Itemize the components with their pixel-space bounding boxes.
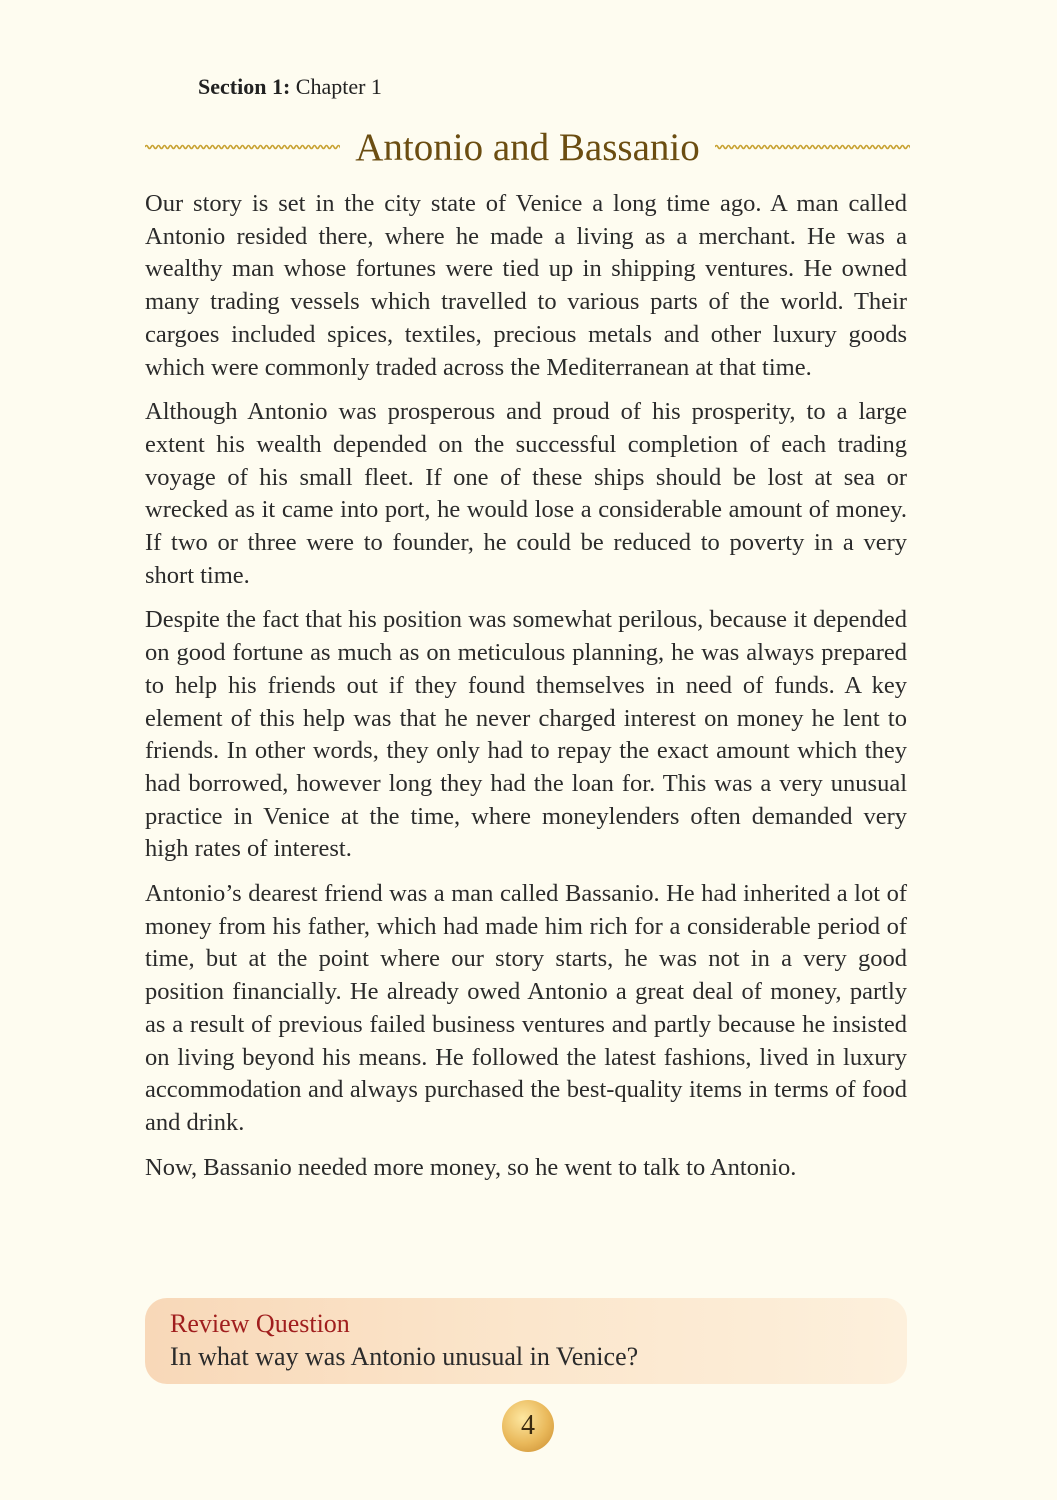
paragraph: Despite the fact that his position was somewhat perilous, because it depended on good fortune as much as on meticulous planning, he was always prepared to help his friends out if they found themselves in need of funds. A key element of this help was that he never charged interest on money he lent to friends. In other words, they only had to repay the exact amount which they had borrowed, however long they had the loan for. This was a very unusual practice in Venice at the time, where moneylenders often demanded very high rates of interest.: [145, 606, 907, 863]
review-question-box: [145, 1298, 907, 1384]
paragraph: Although Antonio was prosperous and proud of his prosperity, to a large extent his wealth depended on the successful completion of each trading voyage of his small fleet. If one of these ships should be lost at sea or wrecked as it came into port, he would lose a considerable amount of money. If two or three were to founder, he could be reduced to poverty in a very short time.: [145, 398, 907, 589]
paragraph: Antonio’s dearest friend was a man called Bassanio. He had inherited a lot of money from his father, which had made him rich for a considerable period of time, but at the point where our story starts, he was not in a very good position financially. He already owed Antonio a great deal of money, partly as a result of previous failed business ventures and partly because he insisted on living beyond his means. He followed the latest fashions, lived in luxury accommodation and always purchased the best-quality items in terms of food and drink.: [145, 880, 907, 1136]
left-wave-ornament: [145, 141, 340, 153]
review-question-text: In what way was Antonio unusual in Venice?: [170, 1342, 639, 1371]
paragraph: Our story is set in the city state of Venice a long time ago. A man called Antonio resided there, where he made a living as a merchant. He was a wealthy man whose fortunes were tied up in shipping ventures. He owned many trading vessels which travelled to various parts of the world. Their cargoes included spices, textiles, precious metals and other luxury goods which were commonly traded across the Mediterranean at that time.: [145, 190, 907, 381]
paragraph: Now, Bassanio needed more money, so he went to talk to Antonio.: [145, 1153, 797, 1181]
chapter-title-row: [145, 122, 910, 172]
right-wave-ornament: [715, 141, 910, 153]
chapter-title: Antonio and Bassanio: [355, 125, 700, 169]
section-label: Section 1:: [198, 74, 291, 99]
story-body: [145, 188, 907, 1196]
section-header: [198, 74, 382, 100]
page-number-badge: [502, 1400, 554, 1452]
page-number: 4: [521, 1410, 535, 1441]
review-title: Review Question: [170, 1309, 350, 1338]
chapter-label: Chapter 1: [295, 74, 382, 99]
